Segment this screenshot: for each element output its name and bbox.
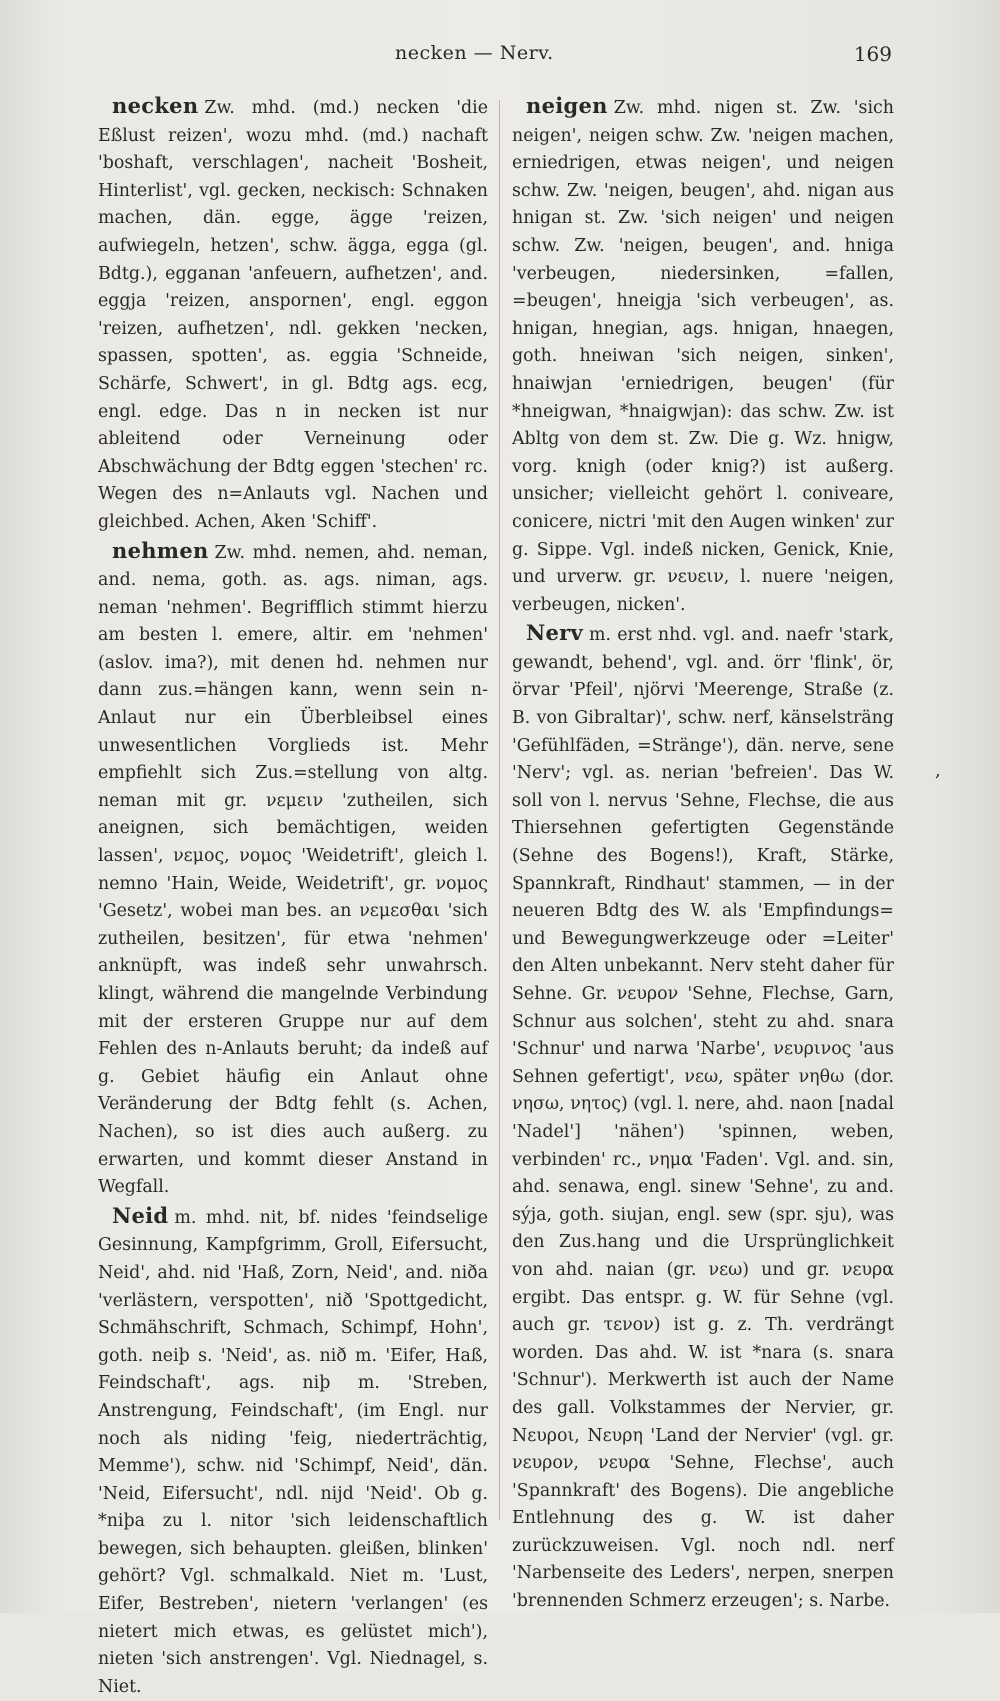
entry-necken [98,92,488,537]
headword: necken [112,93,199,118]
headword: neigen [526,93,608,118]
entry-text: Zw. mhd. nemen, ahd. neman, and. nema, goth. as. ags. niman, ags. neman 'nehmen'. Begrifflich stimmt hierzu am besten l. emere, altir. em 'nehmen' (aslov. ima?), mit denen hd. nehmen nur dann zus.=hängen kann, wenn sein n-Anlaut nur ein Überbleibsel eines unwesentlichen Vorglieds ist. Mehr empfiehlt sich Zus.=stellung von altg. neman mit gr. νεμειν 'zutheilen, sich aneignen, sich bemächtigen, weiden lassen', νεμος, νομος 'Weidetrift', gleich l. nemno 'Hain, Weide, Weidetrift', gr. νομος 'Gesetz', wobei man bes. an νεμεσθαι 'sich zutheilen, besitzen', für etwa 'nehmen' anknüpft, was indeß sehr unwahrsch. klingt, während die mangelnde Verbindung mit der ersteren Gruppe nur auf dem Fehlen des n-Anlauts beruht; da indeß auf g. Gebiet häufig ein Anlaut ohne Veränderung der Bdtg fehlt (s. Achen, Nachen), so ist dies auch außerg. zu erwarten, und kommt dieser Anstand in Wegfall. [98,542,488,1198]
headword: Nerv [526,620,584,646]
headword: Neid [112,1202,169,1228]
entry-neigen [512,92,894,619]
entry-neid [98,1202,488,1701]
stray-mark: , [935,760,941,781]
left-column [98,92,488,1701]
page-number: 169 [853,42,892,66]
entry-text: Zw. mhd. (md.) necken 'die Eßlust reizen', wozu mhd. (md.) nachaft 'boshaft, verschlagen', nacheit 'Bosheit, Hinterlist', vgl. gecken, neckisch: Schnaken machen, dän. egge, ägge 'reizen, aufwiegeln, hetzen', schw. ägga, egga (gl. Bdtg.), egganan 'anfeuern, aufhetzen', and. eggja 'reizen, anspornen', engl. eggon 'reizen, aufhetzen', ndl. gekken 'necken, spassen, spotten', as. eggia 'Schneide, Schärfe, Schwert', in gl. Bdtg ags. ecg, engl. edge. Das n in necken ist nur ableitend oder Verneinung oder Abschwächung der Bdtg eggen 'stechen' rc. Wegen des n=Anlauts vgl. Nachen und gleichbed. Achen, Aken 'Schiff'. [98,98,488,532]
headword: nehmen [112,537,209,563]
entry-text: m. erst nhd. vgl. and. naefr 'stark, gewandt, behend', vgl. and. örr 'flink', ör, örvar 'Pfeil', njörvi 'Meerenge, Straße (z. B. von Gibraltar)', schw. nerf, känselsträng 'Gefühlfäden, =Stränge'), dän. nerve, sene 'Nerv'; vgl. as. nerian 'befreien'. Das W. soll von l. nervus 'Sehne, Flechse, die aus Thiersehnen gefertigten Gegenstände (Sehne des Bogens!), Kraft, Stärke, Spannkraft, Rindhaut' stammen, — in der neueren Bdtg des W. als 'Empfindungs= und Bewegungwerkzeuge oder =Leiter' den Alten unbekannt. Nerv steht daher für Sehne. Gr. νευρον 'Sehne, Flechse, Garn, Schnur aus solchen', steht zu ahd. snara 'Schnur' und narwa 'Narbe', νευρινος 'aus Sehnen gefertigt', νεω, später νηθω (dor. νησω, νητος) (vgl. l. nere, ahd. naon [nadal 'Nadel'] 'nähen') 'spinnen, weben, verbinden' rc., νημα 'Faden'. Vgl. and. sin, ahd. senawa, engl. sinew 'Sehne', zu and. sýja, goth. siujan, engl. sew (spr. sju), was den Zus.hang und die Ursprünglichkeit von ahd. naian (gr. νεω) und gr. νευρα ergibt. Das entspr. g. W. für Sehne (vgl. auch gr. τενον) ist g. z. Th. verdrängt worden. Das ahd. W. ist *nara (s. snara 'Schnur'). Merkwerth ist auch der Name des gall. Volkstammes der Nervier, gr. Νευροι, Νευρη 'Land der Nervier' (vgl. gr. νευρον, νευρα 'Sehne, Flechse', auch 'Spannkraft' des Bogens). Die angebliche Entlehnung des g. W. ist daher zurückzuweisen. Vgl. noch ndl. nerf 'Narbenseite des Leders', nerpen, snerpen 'brennenden Schmerz erzeugen'; s. Narbe. [512,625,894,1612]
entry-nehmen [98,537,488,1202]
column-divider [499,100,500,1520]
right-column [512,92,894,1616]
running-head: necken — Nerv. [395,42,554,64]
entry-text: Zw. mhd. nigen st. Zw. 'sich neigen', neigen schw. Zw. 'neigen machen, erniedrigen, etwas neigen', und neigen schw. Zw. 'neigen, beugen', ahd. nigan aus hnigan st. Zw. 'sich neigen' und neigen schw. Zw. 'neigen, beugen', and. hniga 'verbeugen, niedersinken, =fallen, =beugen', hneigja 'sich verbeugen', as. hnigan, hnegian, ags. hnigan, hnaegen, goth. hneiwan 'sich neigen, sinken', hnaiwjan 'erniedrigen, beugen' (für *hneigwan, *hnaigwjan): das schw. Zw. ist Abltg von dem st. Zw. Die g. Wz. hnigw, vorg. knigh (oder knig?) ist außerg. unsicher; vielleicht gehört l. coniveare, conicere, nictri 'mit den Augen winken' zur g. Sippe. Vgl. indeß nicken, Genick, Knie, und urverw. gr. νευειν, l. nuere 'neigen, verbeugen, nicken'. [512,98,894,615]
entry-nerv [512,619,894,1615]
entry-text: m. mhd. nit, bf. nides 'feindselige Gesinnung, Kampfgrimm, Groll, Eifersucht, Neid', ahd. nid 'Haß, Zorn, Neid', and. niða 'verlästern, verspotten', nið 'Spottgedicht, Schmähschrift, Schmach, Schimpf, Hohn', goth. neiþ s. 'Neid', as. nið m. 'Eifer, Haß, Feindschaft', ags. niþ m. 'Streben, Anstrengung, Feindschaft', (im Engl. nur noch als niding 'feig, niederträchtig, Memme'), schw. nid 'Schimpf, Neid', dän. 'Neid, Eifersucht', ndl. nijd 'Neid'. Ob g. *niþa zu l. nitor 'sich leidenschaftlich bewegen, sich behaupten. gleißen, blinken' gehört? Vgl. schmalkald. Niet m. 'Lust, Eifer, Bestreben', nietern 'verlangen' (es nietert mich etwas, es gelüstet mich'), nieten 'sich anstrengen'. Vgl. Niednagel, s. Niet. [98,1207,488,1697]
page-header [0,40,1000,70]
